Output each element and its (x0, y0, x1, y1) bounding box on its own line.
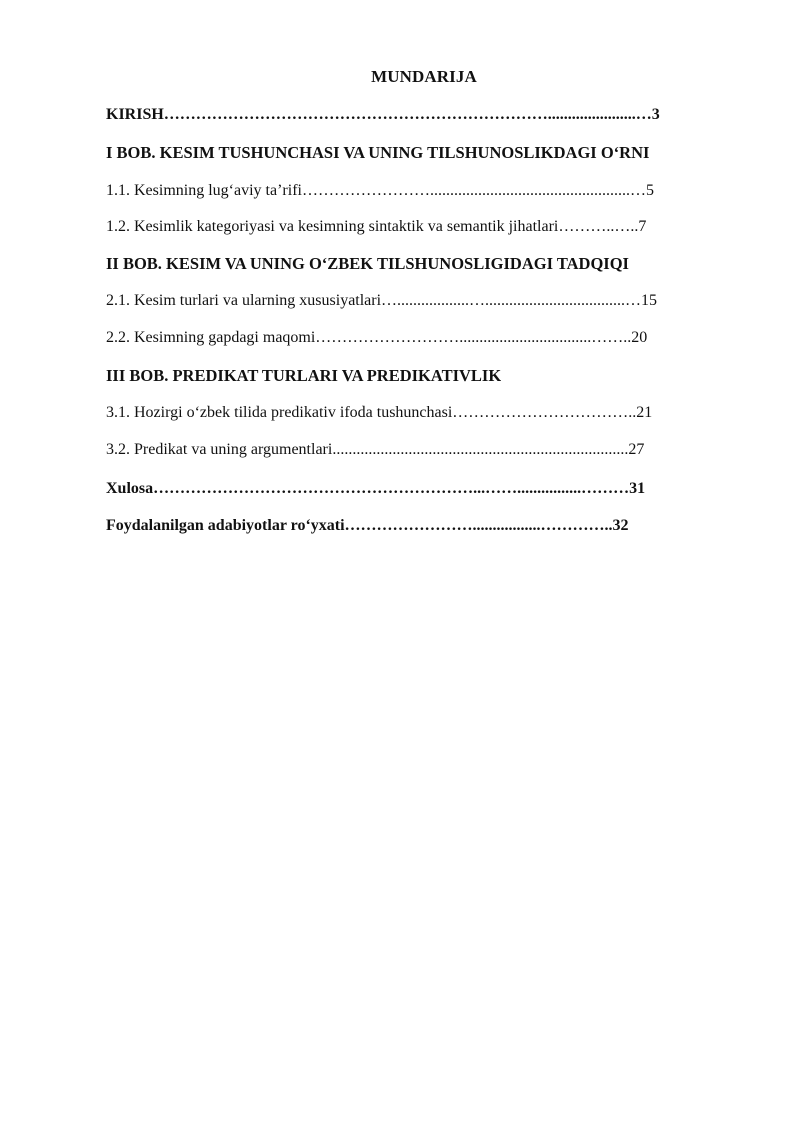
toc-entry-text: 1.1. Kesimning lug‘aviy ta’rifi……………………..................................................…5 (106, 182, 654, 199)
toc-entry-text: KIRISH………………………………………………………………......................…3 (106, 106, 660, 123)
toc-entry-2-2[interactable] (106, 328, 647, 348)
toc-entry-text: 3.1. Hozirgi o‘zbek tilida predikativ ifoda tushunchasi……………………………..21 (106, 404, 653, 421)
toc-entry-3-2[interactable] (106, 440, 644, 460)
toc-entry-text: I BOB. KESIM TUSHUNCHASI VA UNING TILSHUNOSLIKDAGI O‘RNI (106, 143, 650, 162)
toc-entry-text: 2.1. Kesim turlari va ularning xususiyatlari…..................…...................................…15 (106, 292, 658, 309)
toc-entry-kirish[interactable] (106, 105, 660, 125)
toc-entry-1-2[interactable] (106, 217, 646, 237)
toc-entry-1-1[interactable] (106, 181, 654, 201)
toc-entry-text: Foydalanilgan adabiyotlar ro‘yxati…………………….................…………..32 (106, 517, 629, 534)
page-title: MUNDARIJA (371, 67, 477, 86)
toc-entry-bibliography[interactable] (106, 516, 629, 536)
toc-entry-2-1[interactable] (106, 291, 657, 311)
toc-entry-text: 2.2. Kesimning gapdagi maqomi……………………….................................……..20 (106, 329, 648, 346)
toc-entry-xulosa[interactable] (106, 479, 645, 499)
toc-chapter-1-heading[interactable] (106, 143, 649, 163)
toc-entry-3-1[interactable] (106, 403, 652, 423)
toc-entry-text: II BOB. KESIM VA UNING O‘ZBEK TILSHUNOSLIGIDAGI TADQIQI (106, 254, 629, 273)
toc-entry-text: III BOB. PREDIKAT TURLARI VA PREDIKATIVLIK (106, 366, 502, 385)
toc-entry-text: 1.2. Kesimlik kategoriyasi va kesimning sintaktik va semantik jihatlari………..…..7 (106, 218, 647, 235)
toc-entry-text: Xulosa……………………………………………………...……................………31 (106, 480, 646, 497)
toc-entry-text: 3.2. Predikat va uning argumentlari..........................................................................27 (106, 441, 645, 458)
toc-chapter-2-heading[interactable] (106, 254, 629, 274)
toc-chapter-3-heading[interactable] (106, 366, 501, 386)
